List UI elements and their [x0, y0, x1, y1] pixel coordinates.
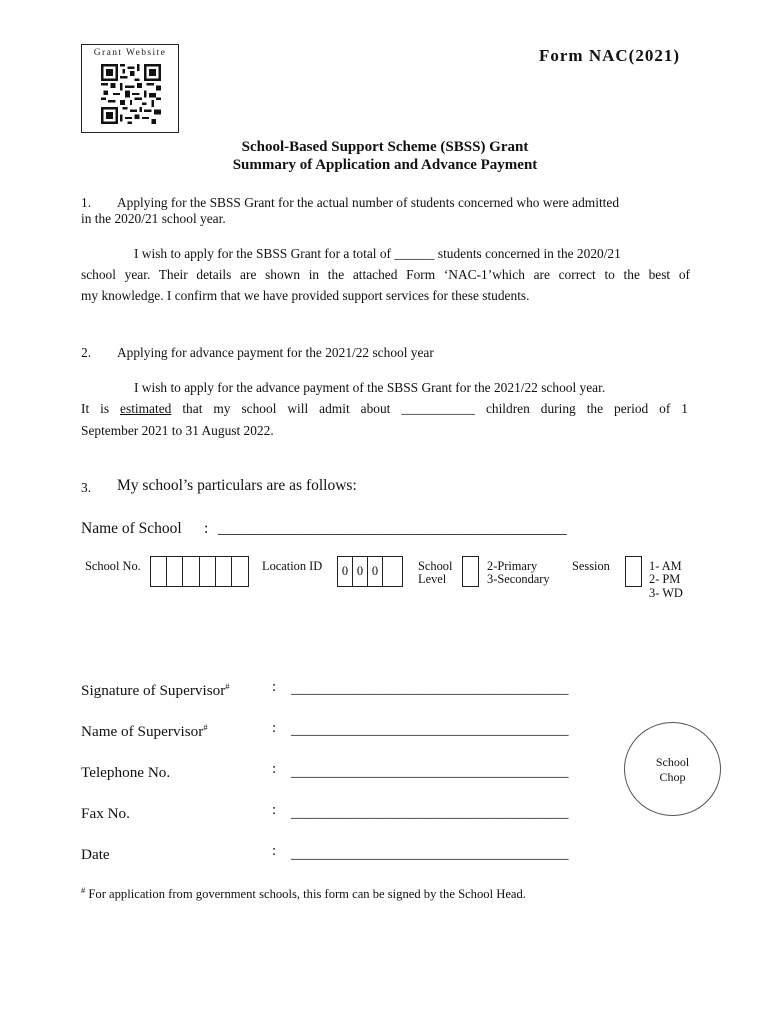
school-chop-circle	[624, 722, 721, 816]
title-line-1: School-Based Support Scheme (SBSS) Grant	[241, 139, 529, 155]
section2-heading: Applying for advance payment for the 2021/22 school year	[117, 345, 434, 360]
school-no-digit-box[interactable]	[151, 557, 167, 586]
section2-para-line1: I wish to apply for the advance payment of the SBSS Grant for the 2021/22 school year.	[134, 380, 606, 395]
estimated-underlined: estimated	[120, 401, 172, 416]
section1-para-line2: school year. Their details are shown in the attached Form ‘NAC-1’which are correct to the best of	[81, 267, 690, 282]
school-no-digit-box[interactable]	[167, 557, 183, 586]
school-level-box[interactable]	[462, 556, 479, 587]
school-no-digit-box[interactable]	[232, 557, 248, 586]
title-line-2: Summary of Application and Advance Payment	[232, 157, 538, 173]
section1-para-line3: my knowledge. I confirm that we have provided support services for these students.	[81, 288, 530, 303]
school-no-boxes[interactable]	[150, 556, 249, 587]
telephone-field[interactable]: _____________________________________	[291, 764, 569, 780]
date-label: Date	[81, 846, 110, 863]
location-digit: 0	[338, 557, 353, 586]
session-option-wd: 3- WD	[649, 586, 683, 600]
colon: :	[272, 720, 277, 736]
session-option-pm: 2- PM	[649, 572, 681, 586]
footnote-mark: #	[81, 885, 86, 895]
location-digit-box[interactable]	[383, 557, 402, 586]
colon: :	[272, 761, 277, 777]
school-name-colon: :	[204, 520, 209, 537]
date-field[interactable]: _____________________________________	[291, 846, 569, 862]
telephone-label: Telephone No.	[81, 764, 171, 781]
supervisor-name-label: Name of Supervisor#	[81, 722, 208, 741]
section1-number: 1.	[81, 195, 92, 210]
location-id-boxes[interactable]	[337, 556, 403, 587]
colon: :	[272, 679, 277, 695]
school-level-label-1: School	[418, 559, 453, 573]
section1-heading-line2: in the 2020/21 school year.	[81, 211, 226, 226]
chop-label-line2: Chop	[659, 770, 686, 784]
para-text: that my school will admit about ___________ children during the period of 1	[171, 401, 688, 416]
qr-label: Grant Website	[93, 48, 167, 58]
para-text: It is	[81, 401, 121, 416]
qr-code-icon	[101, 64, 161, 124]
section3-number: 3.	[81, 480, 92, 495]
school-no-digit-box[interactable]	[183, 557, 200, 586]
school-no-digit-box[interactable]	[200, 557, 216, 586]
fax-label: Fax No.	[81, 805, 130, 822]
supervisor-name-field[interactable]: _____________________________________	[291, 722, 569, 738]
section2-number: 2.	[81, 345, 92, 360]
section1-heading-line1: Applying for the SBSS Grant for the actual number of students concerned who were admitted	[117, 195, 620, 210]
section1-para-line1: I wish to apply for the SBSS Grant for a total of ______ students concerned in the 2020/21	[134, 246, 621, 261]
colon: :	[272, 802, 277, 818]
colon: :	[272, 843, 277, 859]
qr-code-box	[81, 44, 179, 133]
section2-para-line2	[81, 398, 688, 420]
session-box[interactable]	[625, 556, 642, 587]
section3-heading: My school’s particulars are as follows:	[117, 477, 357, 494]
fax-field[interactable]: _____________________________________	[291, 805, 569, 821]
school-name-label: Name of School	[81, 520, 182, 537]
footnote-text: For application from government schools, this form can be signed by the School Head.	[85, 887, 526, 902]
section2-para-line3: September 2021 to 31 August 2022.	[81, 423, 274, 438]
school-level-label-2: Level	[418, 572, 447, 586]
school-no-label: School No.	[85, 559, 141, 573]
hash-mark: #	[203, 722, 208, 732]
level-option-primary: 2-Primary	[487, 559, 538, 573]
chop-label-line1: School	[655, 755, 690, 769]
hash-mark: #	[225, 681, 230, 691]
school-name-field[interactable]: _____________________________________________	[218, 520, 567, 537]
session-option-am: 1- AM	[649, 559, 682, 573]
school-no-digit-box[interactable]	[216, 557, 232, 586]
supervisor-signature-field[interactable]: _____________________________________	[291, 681, 569, 697]
location-id-label: Location ID	[262, 559, 323, 573]
session-label: Session	[572, 559, 610, 573]
supervisor-signature-label: Signature of Supervisor#	[81, 681, 230, 700]
level-option-secondary: 3-Secondary	[487, 572, 550, 586]
form-number: Form NAC(2021)	[539, 46, 680, 65]
footnote	[81, 885, 526, 902]
location-digit: 0	[353, 557, 368, 586]
location-digit: 0	[368, 557, 383, 586]
